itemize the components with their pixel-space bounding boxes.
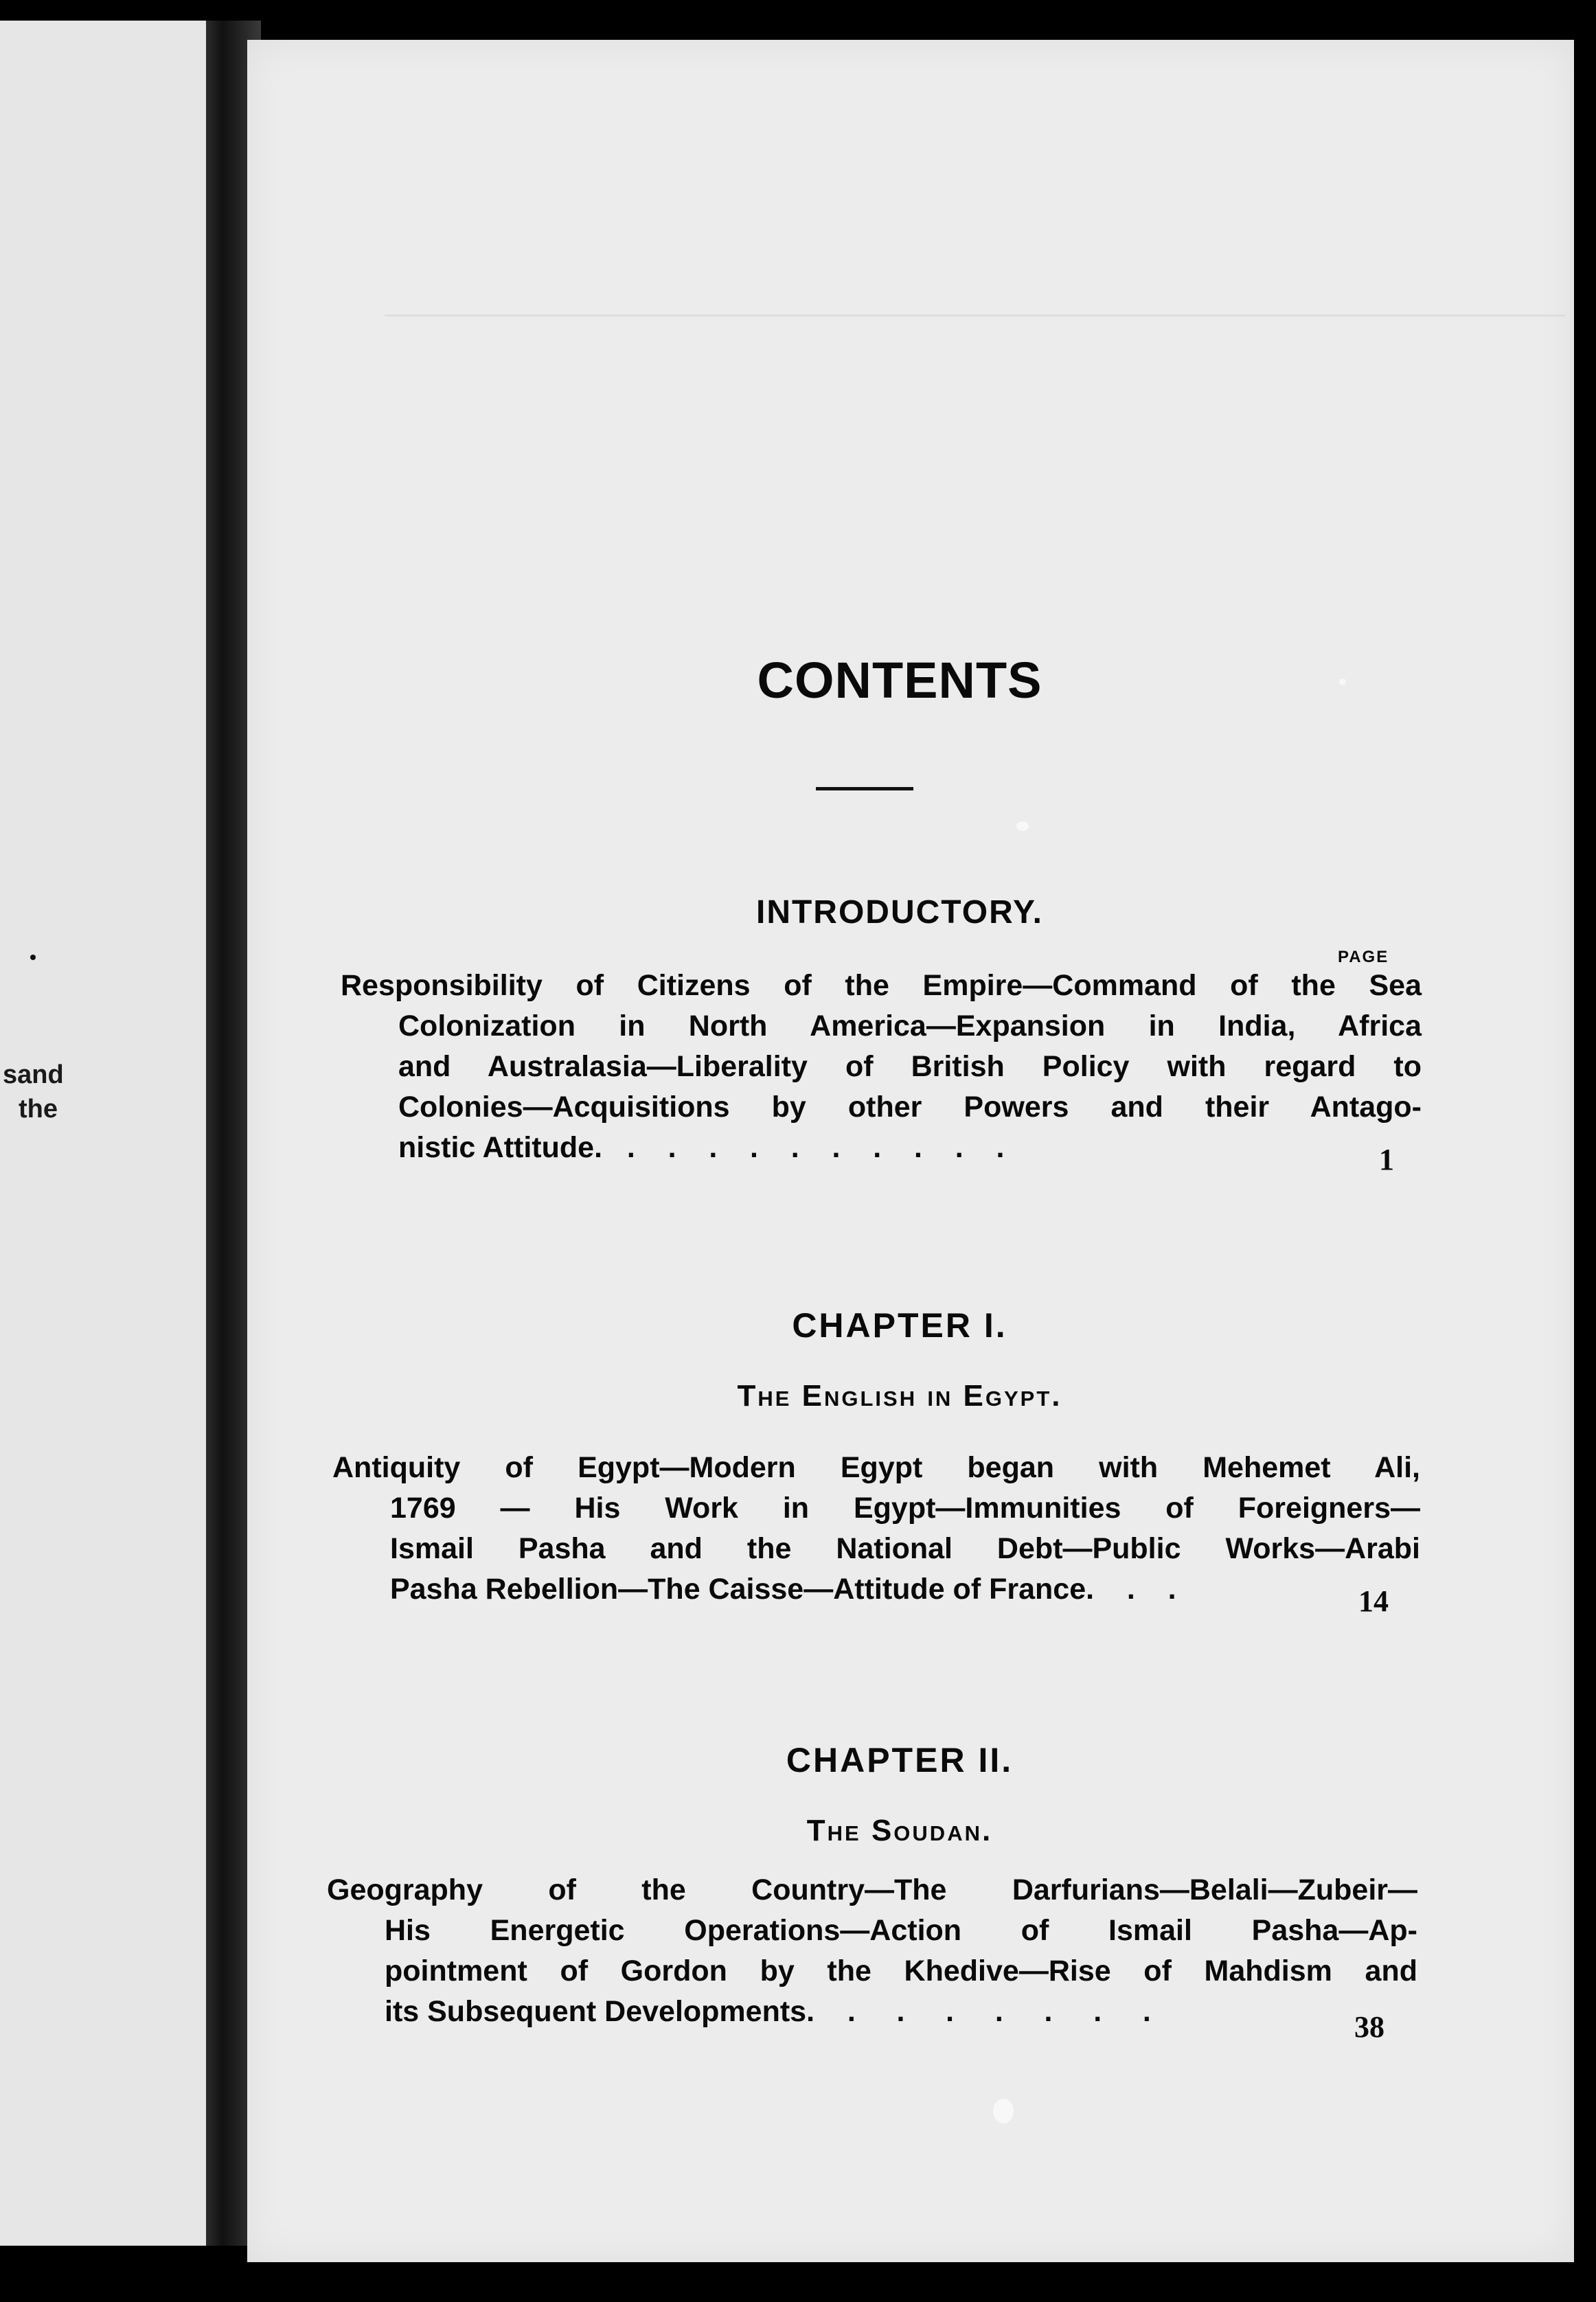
title-divider: [816, 787, 913, 790]
toc-entry-chapter-1: [332, 1448, 1420, 1610]
dot-leaders: . . . . . . .: [814, 1995, 1151, 2028]
entry-line: Colonies—Acquisitions by other Powers and their Antago-: [398, 1091, 1422, 1124]
entry-line: Ismail Pasha and the National Debt—Public Works—Arabi: [390, 1532, 1420, 1565]
entry-line-last: [390, 1569, 1420, 1610]
entry-line: pointment of Gordon by the Khedive—Rise of Mahdism and: [385, 1955, 1417, 1987]
entry-line: His Energetic Operations—Action of Ismail Pasha—Ap-: [385, 1914, 1417, 1947]
dot-leaders: . .: [1094, 1573, 1176, 1606]
scan-speck: [993, 2099, 1014, 2123]
entry-line: Colonization in North America—Expansion in India, Africa: [398, 1010, 1422, 1042]
entry-line: Geography of the Country—The Darfurians—Belali—Zubeir—: [327, 1873, 1417, 1906]
entry-line: 1769 — His Work in Egypt—Immunities of Foreigners—: [390, 1492, 1420, 1525]
page-column-label: PAGE: [1338, 948, 1389, 966]
section-heading-introductory: INTRODUCTORY.: [755, 894, 1043, 931]
entry-line: and Australasia—Liberality of British Policy with regard to: [398, 1050, 1422, 1083]
chapter-subtitle-1: The English in Egypt.: [737, 1379, 1062, 1413]
left-page-fragment-2: the: [19, 1095, 58, 1124]
entry-line-last: [385, 1992, 1417, 2032]
ink-dot: [30, 955, 36, 960]
dot-leaders: . . . . . . . . . .: [602, 1131, 1005, 1164]
chapter-heading-1: CHAPTER I.: [792, 1306, 1007, 1345]
entry-line: Responsibility of Citizens of the Empire—Command of the Sea: [341, 969, 1422, 1002]
show-through-rule: [385, 315, 1566, 317]
left-page-fragment-1: sand: [3, 1060, 64, 1089]
toc-entry-introductory: [341, 966, 1422, 1168]
entry-line-text: its Subsequent Developments.: [385, 1995, 815, 2028]
entry-line-text: Pasha Rebellion—The Caisse—Attitude of France.: [390, 1573, 1095, 1606]
toc-entry-chapter-2: [327, 1870, 1417, 2032]
scan-speck: [1339, 679, 1346, 685]
chapter-heading-2: CHAPTER II.: [786, 1741, 1014, 1779]
chapter-subtitle-2: The Soudan.: [806, 1814, 993, 1847]
entry-line-text: nistic Attitude.: [398, 1131, 603, 1164]
left-facing-page: [0, 21, 206, 2246]
page-number: 14: [1358, 1584, 1389, 1618]
contents-page: [247, 40, 1574, 2262]
entry-line-last: [398, 1128, 1422, 1168]
scan-speck: [1016, 821, 1029, 831]
page-number: 1: [1379, 1143, 1394, 1176]
page-number: 38: [1354, 2010, 1384, 2044]
page-title: CONTENTS: [757, 652, 1042, 709]
entry-line: Antiquity of Egypt—Modern Egypt began with Mehemet Ali,: [332, 1451, 1420, 1484]
